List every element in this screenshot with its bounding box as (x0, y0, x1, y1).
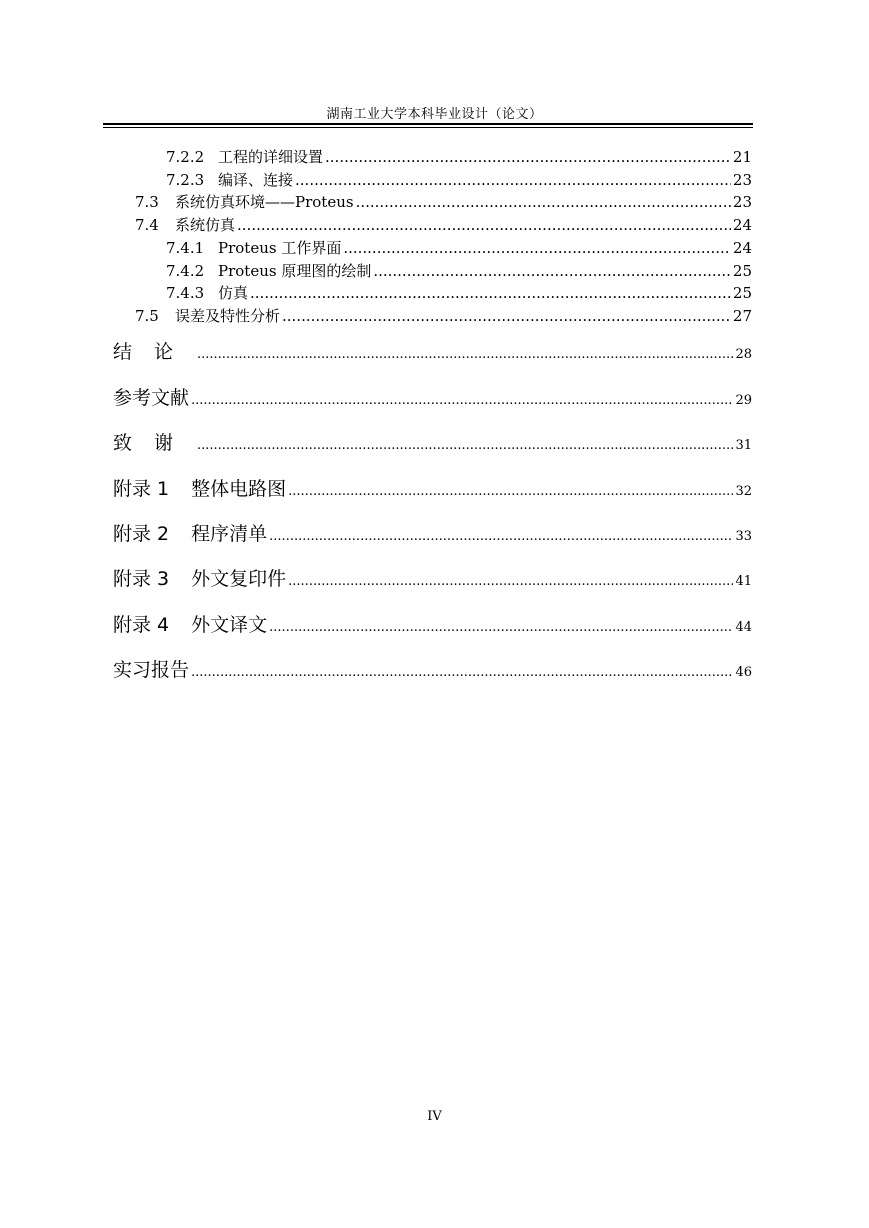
toc-entry-number: 附录 3 (113, 568, 170, 590)
toc-leader-dots (356, 193, 731, 211)
toc-entry-7-4[interactable] (135, 214, 752, 235)
toc-entry-title: 整体电路图 (191, 478, 287, 500)
toc-entry-7-4-2[interactable] (166, 260, 752, 281)
toc-entry-page: 41 (735, 574, 752, 589)
toc-leader-dots (288, 574, 733, 589)
toc-leader-dots (197, 347, 733, 362)
toc-entry-7-4-1[interactable] (166, 237, 752, 258)
toc-leader-dots (343, 239, 731, 257)
toc-entry-page: 33 (735, 529, 752, 544)
toc-entry-7-5[interactable] (135, 305, 752, 326)
toc-entry-title: 外文译文 (191, 614, 268, 636)
header-rule-thin (103, 127, 753, 128)
toc-entry-number: 7.2.2 (166, 148, 205, 166)
toc-entry-title: 外文复印件 (191, 568, 287, 590)
toc-leader-dots (237, 216, 731, 234)
toc-leader-dots (282, 307, 731, 325)
toc-entry-number: 附录 1 (113, 478, 170, 500)
toc-entry-title: 系统仿真 (175, 216, 236, 234)
toc-entry-title: 误差及特性分析 (175, 307, 281, 325)
toc-entry-title: 程序清单 (191, 523, 268, 545)
toc-entry-7-4-3[interactable] (166, 282, 752, 303)
toc-entry-title: 参考文献 (113, 387, 190, 409)
toc-entry-appendix-3[interactable] (113, 564, 752, 591)
toc-entry-number: 7.4.2 (166, 262, 205, 280)
toc-entry-page: 25 (732, 262, 752, 280)
toc-entry-page: 32 (735, 484, 752, 499)
toc-entry-title: 系统仿真环境——Proteus (175, 193, 354, 211)
toc-entry-appendix-4[interactable] (113, 610, 752, 637)
header-rule-thick (103, 123, 753, 125)
toc-entry-page: 29 (735, 393, 752, 408)
toc-entry-number: 附录 4 (113, 614, 170, 636)
toc-entry-number: 附录 2 (113, 523, 170, 545)
toc-entry-page: 27 (732, 307, 752, 325)
toc-leader-dots (191, 665, 733, 680)
toc-entry-conclusion[interactable] (113, 337, 752, 364)
toc-entry-appendix-1[interactable] (113, 474, 752, 501)
toc-entry-number: 7.4.1 (166, 239, 205, 257)
toc-leader-dots (269, 529, 733, 544)
toc-entry-title: 结论 (113, 341, 196, 363)
toc-entry-appendix-2[interactable] (113, 519, 752, 546)
toc-entry-title: 工程的详细设置 (218, 148, 324, 166)
toc-entry-title: 实习报告 (113, 659, 190, 681)
toc-entry-7-3[interactable] (135, 191, 752, 212)
toc-entry-page: 28 (735, 347, 752, 362)
toc-entry-number: 7.4 (135, 216, 159, 234)
toc-leader-dots (197, 438, 733, 453)
toc-entry-number: 7.3 (135, 193, 159, 211)
toc-entry-page: 24 (732, 239, 752, 257)
toc-leader-dots (295, 171, 731, 189)
toc-entry-page: 25 (732, 284, 752, 302)
page-number: IV (427, 1109, 442, 1124)
toc-entry-title: Proteus 工作界面 (218, 239, 342, 257)
toc-entry-title: 仿真 (218, 284, 249, 302)
toc-entry-page: 46 (735, 665, 752, 680)
toc-entry-page: 21 (732, 148, 752, 166)
toc-entry-title: Proteus 原理图的绘制 (218, 262, 372, 280)
toc-entry-title: 致谢 (113, 432, 196, 454)
toc-entry-acknowledgements[interactable] (113, 428, 752, 455)
toc-entry-number: 7.4.3 (166, 284, 205, 302)
toc-leader-dots (373, 262, 731, 280)
toc-leader-dots (325, 148, 731, 166)
toc-entry-number: 7.2.3 (166, 171, 205, 189)
toc-entry-7-2-3[interactable] (166, 169, 752, 190)
toc-leader-dots (191, 393, 733, 408)
toc-entry-references[interactable] (113, 383, 752, 410)
toc-entry-number: 7.5 (135, 307, 159, 325)
toc-entry-page: 31 (735, 438, 752, 453)
toc-entry-title: 编译、连接 (218, 171, 294, 189)
toc-entry-page: 23 (732, 171, 752, 189)
running-header: 湖南工业大学本科毕业设计（论文） (326, 107, 543, 122)
toc-entry-page: 24 (732, 216, 752, 234)
toc-leader-dots (250, 284, 731, 302)
toc-entry-7-2-2[interactable] (166, 146, 752, 167)
toc-entry-page: 23 (732, 193, 752, 211)
toc-entry-page: 44 (735, 620, 752, 635)
toc-leader-dots (269, 620, 733, 635)
toc-entry-internship-report[interactable] (113, 655, 752, 682)
toc-leader-dots (288, 484, 733, 499)
